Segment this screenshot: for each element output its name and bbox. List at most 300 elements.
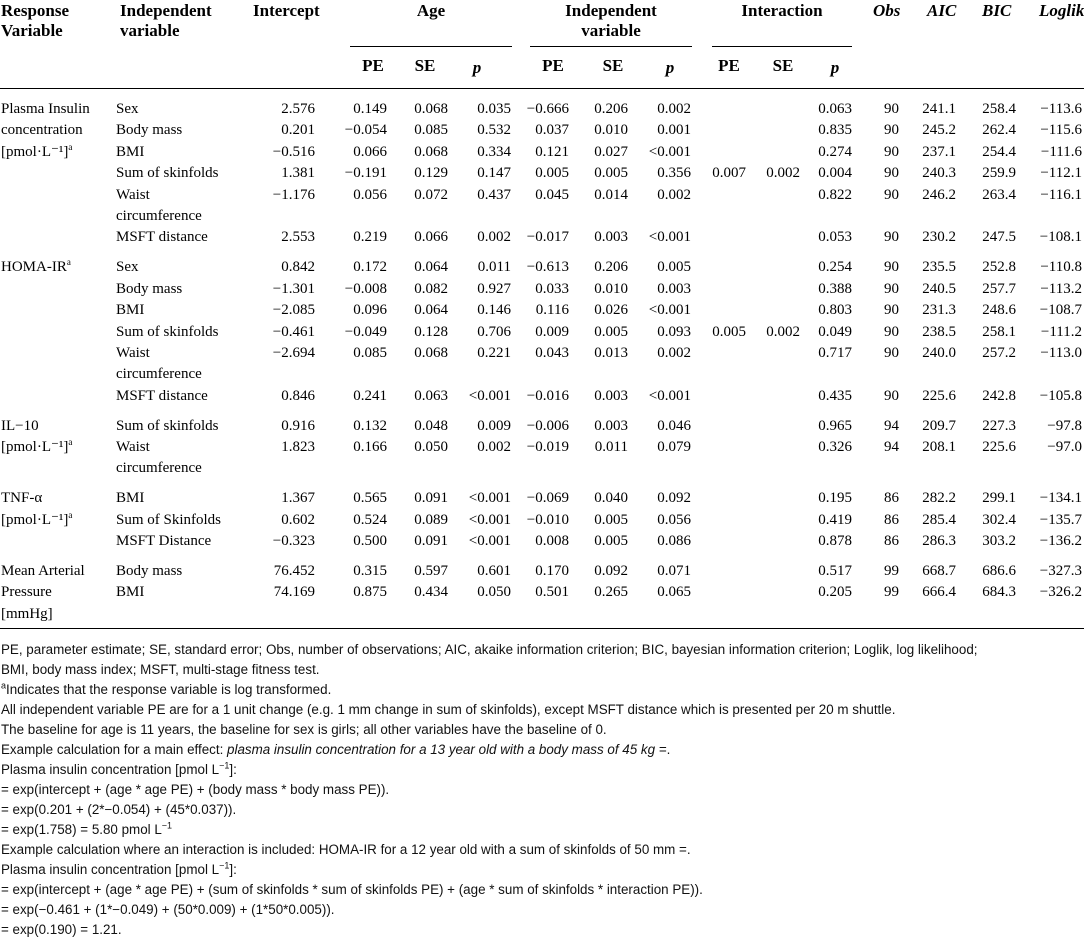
- cell-obs: 94: [884, 439, 899, 455]
- subheader-int-pe: PE: [718, 56, 740, 75]
- cell-bic: 257.7: [982, 280, 1016, 297]
- cell-age-p: 0.706: [477, 323, 511, 340]
- independent-variable-label: Body mass: [116, 122, 183, 139]
- cell-ind-se: 0.005: [594, 165, 628, 182]
- cell-int-p: 0.274: [818, 143, 852, 160]
- cell-obs: 90: [884, 122, 899, 139]
- cell-bic: 686.6: [982, 563, 1016, 579]
- cell-ind-p: 0.092: [657, 490, 691, 507]
- cell-ind-p: <0.001: [648, 302, 691, 319]
- independent-variable-label: circumference: [116, 460, 202, 477]
- cell-bic: 684.3: [982, 584, 1016, 601]
- cell-ind-p: 0.002: [657, 186, 691, 203]
- footnote-example-1-step: = exp(intercept + (age * age PE) + (body mass * body mass PE)).: [1, 782, 390, 797]
- cell-obs: 90: [884, 280, 899, 297]
- cell-age-p: 0.002: [477, 439, 511, 455]
- cell-aic: 240.3: [922, 165, 956, 182]
- cell-obs: 90: [884, 387, 899, 404]
- cell-int-p: 0.835: [818, 122, 852, 139]
- cell-intercept: −0.461: [272, 323, 315, 340]
- independent-variable-label: Waist: [116, 186, 150, 203]
- cell-ind-pe: −0.069: [526, 490, 569, 507]
- response-variable-label: IL−10: [1, 417, 39, 434]
- cell-int-p: 0.419: [818, 511, 852, 528]
- cell-ind-se: 0.027: [594, 143, 628, 160]
- cell-obs: 90: [884, 302, 899, 319]
- cell-ind-pe: 0.043: [535, 344, 569, 361]
- cell-age-p: 0.532: [477, 122, 511, 139]
- cell-loglik: −110.8: [1040, 259, 1082, 276]
- cell-bic: 259.9: [982, 165, 1016, 182]
- cell-age-pe: 0.565: [353, 490, 387, 507]
- cell-loglik: −116.1: [1040, 186, 1082, 203]
- subheader-age-pe: PE: [362, 56, 384, 75]
- header-independent-line: variable: [120, 21, 180, 40]
- cell-age-se: 0.066: [414, 229, 448, 246]
- header-intercept: Intercept: [253, 1, 320, 20]
- cell-aic: 238.5: [922, 323, 956, 340]
- footnote-example-1: Example calculation for a main effect: plasma insulin concentration for a 13 year old with a body mass of 45 kg =.: [1, 742, 671, 757]
- cell-aic: 209.7: [922, 417, 956, 434]
- cell-ind-p: 0.079: [657, 439, 691, 455]
- cell-ind-p: 0.002: [657, 101, 691, 117]
- cell-intercept: −2.694: [272, 344, 315, 361]
- cell-ind-p: <0.001: [648, 387, 691, 404]
- cell-ind-p: 0.065: [657, 584, 691, 601]
- cell-obs: 90: [884, 344, 899, 361]
- cell-bic: 252.8: [982, 259, 1016, 276]
- cell-age-pe: 0.066: [353, 143, 387, 160]
- cell-age-p: 0.002: [477, 229, 511, 246]
- independent-variable-label: Waist: [116, 344, 150, 361]
- cell-obs: 90: [884, 323, 899, 340]
- cell-int-p: 0.822: [818, 186, 852, 203]
- cell-loglik: −108.7: [1039, 302, 1082, 319]
- cell-loglik: −97.0: [1047, 439, 1082, 455]
- cell-bic: 302.4: [982, 511, 1016, 528]
- table-footnotes: [1, 640, 1084, 940]
- independent-variable-label: Body mass: [116, 563, 183, 579]
- cell-loglik: −97.8: [1047, 417, 1082, 434]
- cell-loglik: −136.2: [1039, 533, 1082, 550]
- subheader-int-p: p: [830, 58, 840, 77]
- cell-age-se: 0.048: [414, 417, 448, 434]
- cell-aic: 668.7: [922, 563, 956, 579]
- subheader-age-p: p: [472, 58, 482, 77]
- cell-age-pe: 0.172: [353, 259, 387, 276]
- cell-intercept: −0.516: [272, 143, 315, 160]
- cell-bic: 258.4: [982, 101, 1016, 117]
- cell-age-pe: −0.008: [344, 280, 387, 297]
- indep-group-rule: [530, 46, 692, 47]
- cell-age-se: 0.597: [414, 563, 448, 579]
- header-aic: AIC: [927, 1, 957, 20]
- footnote-example-2-step: = exp(−0.461 + (1*−0.049) + (50*0.009) + (1*50*0.005)).: [1, 902, 335, 917]
- cell-intercept: −0.323: [272, 533, 315, 550]
- cell-loglik: −115.6: [1040, 122, 1082, 139]
- response-variable-label: [pmol·L⁻¹]$^a$: [1, 141, 73, 160]
- cell-age-pe: 0.056: [353, 186, 387, 203]
- footnote-example-1-label: Plasma insulin concentration [pmol $L^{-1}$]:: [1, 760, 237, 777]
- cell-int-p: 0.717: [818, 344, 852, 361]
- cell-age-pe: 0.315: [353, 563, 387, 579]
- cell-loglik: −108.1: [1039, 229, 1082, 246]
- response-variable-label: concentration: [1, 122, 83, 139]
- cell-age-pe: 0.096: [353, 302, 387, 319]
- cell-loglik: −113.0: [1040, 344, 1082, 361]
- cell-int-pe: 0.007: [712, 165, 746, 182]
- cell-ind-se: 0.026: [594, 302, 628, 319]
- cell-ind-p: 0.086: [657, 533, 691, 550]
- cell-age-p: 0.601: [477, 563, 511, 579]
- cell-ind-pe: 0.009: [535, 323, 569, 340]
- cell-ind-se: 0.003: [594, 387, 628, 404]
- independent-variable-label: BMI: [116, 584, 145, 601]
- header-indep-group-line: variable: [581, 21, 641, 40]
- cell-ind-se: 0.011: [594, 439, 628, 455]
- header-bottom-rule: [0, 88, 1084, 89]
- cell-age-p: 0.009: [477, 417, 511, 434]
- cell-ind-se: 0.013: [594, 344, 628, 361]
- cell-intercept: 0.916: [281, 417, 315, 434]
- cell-age-pe: 0.219: [353, 229, 387, 246]
- cell-bic: 262.4: [982, 122, 1016, 139]
- cell-age-pe: 0.149: [353, 101, 387, 117]
- response-variable-label: [pmol·L⁻¹]$^a$: [1, 437, 73, 455]
- cell-loglik: −111.6: [1040, 143, 1082, 160]
- cell-age-se: 0.129: [414, 165, 448, 182]
- subheader-age-se: SE: [414, 56, 436, 75]
- cell-ind-se: 0.005: [594, 323, 628, 340]
- header-response-line: Response: [1, 1, 70, 20]
- footnote-abbrev-1: PE, parameter estimate; SE, standard error; Obs, number of observations; AIC, akaike information criterion; BIC, bayesian information criterion; Loglik, log likelihood;: [1, 642, 978, 657]
- subheader-int-se: SE: [772, 56, 794, 75]
- cell-age-p: 0.146: [477, 302, 511, 319]
- cell-age-se: 0.128: [414, 323, 448, 340]
- cell-intercept: 2.576: [281, 101, 315, 117]
- cell-ind-se: 0.040: [594, 490, 628, 507]
- independent-variable-label: Sum of skinfolds: [116, 165, 219, 182]
- independent-variable-label: MSFT distance: [116, 387, 208, 404]
- cell-bic: 257.2: [982, 344, 1016, 361]
- cell-ind-pe: 0.501: [535, 584, 569, 601]
- cell-bic: 227.3: [982, 417, 1016, 434]
- cell-ind-pe: 0.170: [535, 563, 569, 579]
- header-independent-line: Independent: [120, 1, 212, 20]
- cell-age-pe: 0.085: [353, 344, 387, 361]
- independent-variable-label: Sum of skinfolds: [116, 417, 219, 434]
- independent-variable-label: Sum of skinfolds: [116, 323, 219, 340]
- cell-aic: 241.1: [922, 101, 956, 117]
- cell-int-p: 0.435: [818, 387, 852, 404]
- header-bic: BIC: [982, 1, 1012, 20]
- cell-int-se: 0.002: [766, 165, 800, 182]
- cell-int-p: 0.517: [818, 563, 852, 579]
- cell-age-pe: −0.049: [344, 323, 387, 340]
- cell-age-p: 0.050: [477, 584, 511, 601]
- cell-loglik: −135.7: [1039, 511, 1082, 528]
- cell-ind-se: 0.014: [594, 186, 628, 203]
- cell-intercept: 0.201: [281, 122, 315, 139]
- cell-age-se: 0.068: [414, 344, 448, 361]
- cell-age-se: 0.091: [414, 533, 448, 550]
- cell-age-p: 0.927: [477, 280, 511, 297]
- cell-ind-pe: 0.005: [535, 165, 569, 182]
- response-variable-label: HOMA-$IR^a$: [1, 257, 71, 276]
- cell-int-pe: 0.005: [712, 323, 746, 340]
- cell-loglik: −327.3: [1039, 563, 1082, 579]
- cell-int-p: 0.254: [818, 259, 852, 276]
- cell-age-p: 0.334: [477, 143, 511, 160]
- subheader-ind-se: SE: [602, 56, 624, 75]
- cell-aic: 240.5: [922, 280, 956, 297]
- cell-ind-pe: −0.016: [526, 387, 569, 404]
- cell-aic: 235.5: [922, 259, 956, 276]
- cell-obs: 90: [884, 143, 899, 160]
- independent-variable-label: Waist: [116, 439, 150, 455]
- cell-age-se: 0.063: [414, 387, 448, 404]
- response-variable-label: Plasma Insulin: [1, 101, 90, 117]
- cell-ind-p: 0.002: [657, 344, 691, 361]
- cell-intercept: −1.176: [272, 186, 315, 203]
- cell-ind-se: 0.005: [594, 533, 628, 550]
- header-obs: Obs: [873, 1, 901, 20]
- cell-age-p: 0.147: [477, 165, 511, 182]
- response-variable-label: Mean Arterial: [1, 563, 85, 579]
- cell-aic: 285.4: [922, 511, 956, 528]
- cell-ind-pe: 0.008: [535, 533, 569, 550]
- cell-intercept: 1.381: [281, 165, 315, 182]
- cell-intercept: 1.823: [281, 439, 315, 455]
- independent-variable-label: circumference: [116, 208, 202, 224]
- cell-ind-pe: −0.613: [526, 259, 569, 276]
- cell-age-se: 0.068: [414, 101, 448, 117]
- footnote-log: $^a$Indicates that the response variable is log transformed.: [1, 680, 332, 697]
- footnote-example-2-result: = exp(0.190) = 1.21.: [1, 922, 122, 937]
- cell-bic: 248.6: [982, 302, 1016, 319]
- cell-ind-p: 0.046: [657, 417, 691, 434]
- cell-age-pe: 0.132: [353, 417, 387, 434]
- cell-age-p: 0.221: [477, 344, 511, 361]
- independent-variable-label: BMI: [116, 302, 145, 319]
- cell-int-p: 0.049: [818, 323, 852, 340]
- cell-age-se: 0.064: [414, 259, 448, 276]
- cell-age-pe: 0.524: [353, 511, 387, 528]
- cell-age-se: 0.072: [414, 186, 448, 203]
- cell-ind-se: 0.003: [594, 229, 628, 246]
- cell-loglik: −113.6: [1040, 101, 1082, 117]
- independent-variable-label: Sum of Skinfolds: [116, 511, 222, 528]
- cell-age-se: 0.089: [414, 511, 448, 528]
- cell-intercept: −2.085: [272, 302, 315, 319]
- cell-int-p: 0.205: [818, 584, 852, 601]
- cell-age-p: 0.035: [477, 101, 511, 117]
- cell-obs: 86: [884, 490, 899, 507]
- response-variable-label: Pressure: [1, 584, 52, 601]
- cell-ind-p: 0.001: [657, 122, 691, 139]
- cell-aic: 246.2: [922, 186, 956, 203]
- cell-bic: 225.6: [982, 439, 1016, 455]
- cell-aic: 208.1: [922, 439, 956, 455]
- cell-ind-p: 0.003: [657, 280, 691, 297]
- cell-obs: 90: [884, 165, 899, 182]
- cell-obs: 90: [884, 186, 899, 203]
- cell-ind-pe: 0.045: [535, 186, 569, 203]
- independent-variable-label: MSFT distance: [116, 229, 208, 246]
- cell-ind-pe: 0.116: [535, 302, 569, 319]
- cell-aic: 245.2: [922, 122, 956, 139]
- cell-intercept: 0.602: [281, 511, 315, 528]
- cell-ind-pe: 0.037: [535, 122, 569, 139]
- cell-age-pe: 0.241: [353, 387, 387, 404]
- table-bottom-rule: [0, 628, 1084, 629]
- cell-ind-se: 0.005: [594, 511, 628, 528]
- cell-age-p: 0.011: [477, 259, 511, 276]
- footnote-baseline: The baseline for age is 11 years, the baseline for sex is girls; all other variables have the baseline of 0.: [1, 722, 607, 737]
- cell-ind-se: 0.010: [594, 122, 628, 139]
- header-interaction: Interaction: [741, 1, 823, 20]
- cell-ind-p: 0.005: [657, 259, 691, 276]
- cell-loglik: −111.2: [1040, 323, 1082, 340]
- footnote-example-1-step: = exp(0.201 + (2*−0.054) + (45*0.037)).: [1, 802, 237, 817]
- footnote-example-2: Example calculation where an interaction is included: HOMA-IR for a 12 year old with a sum of skinfolds of 50 mm =.: [1, 842, 691, 857]
- cell-aic: 237.1: [922, 143, 956, 160]
- cell-age-p: <0.001: [468, 490, 511, 507]
- cell-int-p: 0.388: [818, 280, 852, 297]
- cell-age-pe: 0.166: [353, 439, 387, 455]
- interaction-group-rule: [712, 46, 852, 47]
- cell-ind-p: 0.356: [657, 165, 691, 182]
- footnote-example-2-label: Plasma insulin concentration [pmol $L^{-1}$]:: [1, 860, 237, 877]
- cell-age-p: <0.001: [468, 511, 511, 528]
- cell-age-se: 0.091: [414, 490, 448, 507]
- cell-aic: 282.2: [922, 490, 956, 507]
- cell-bic: 263.4: [982, 186, 1016, 203]
- cell-bic: 299.1: [982, 490, 1016, 507]
- cell-obs: 99: [884, 563, 899, 579]
- cell-aic: 286.3: [922, 533, 956, 550]
- cell-ind-p: 0.071: [657, 563, 691, 579]
- cell-ind-se: 0.092: [594, 563, 628, 579]
- independent-variable-label: Sex: [116, 101, 139, 117]
- cell-age-pe: −0.054: [344, 122, 387, 139]
- response-variable-label: [pmol·L⁻¹]$^a$: [1, 509, 73, 528]
- independent-variable-label: Sex: [116, 259, 139, 276]
- cell-age-pe: 0.500: [353, 533, 387, 550]
- cell-intercept: 76.452: [273, 563, 315, 579]
- independent-variable-label: BMI: [116, 143, 145, 160]
- cell-loglik: −326.2: [1039, 584, 1082, 601]
- cell-aic: 225.6: [922, 387, 956, 404]
- cell-intercept: −1.301: [272, 280, 315, 297]
- cell-intercept: 74.169: [273, 584, 315, 601]
- footnote-pe-unit: All independent variable PE are for a 1 unit change (e.g. 1 mm change in sum of skinfolds), except MSFT distance which is presented per 20 m shuttle.: [1, 702, 896, 717]
- cell-ind-pe: 0.121: [535, 143, 569, 160]
- cell-bic: 258.1: [982, 323, 1016, 340]
- cell-bic: 303.2: [982, 533, 1016, 550]
- independent-variable-label: circumference: [116, 366, 202, 383]
- cell-aic: 240.0: [922, 344, 956, 361]
- cell-aic: 231.3: [922, 302, 956, 319]
- cell-ind-p: 0.093: [657, 323, 691, 340]
- cell-age-se: 0.068: [414, 143, 448, 160]
- header-response-line: Variable: [1, 21, 63, 40]
- cell-ind-se: 0.206: [594, 259, 628, 276]
- cell-loglik: −113.2: [1040, 280, 1082, 297]
- cell-intercept: 2.553: [281, 229, 315, 246]
- cell-age-p: <0.001: [468, 387, 511, 404]
- header-indep-group-line: Independent: [565, 1, 657, 20]
- cell-intercept: 1.367: [281, 490, 315, 507]
- cell-age-p: <0.001: [468, 533, 511, 550]
- cell-ind-pe: 0.033: [535, 280, 569, 297]
- cell-bic: 254.4: [982, 143, 1016, 160]
- independent-variable-label: BMI: [116, 490, 145, 507]
- cell-int-p: 0.326: [818, 439, 852, 455]
- response-variable-label: [mmHg]: [1, 605, 53, 622]
- cell-age-se: 0.064: [414, 302, 448, 319]
- cell-age-se: 0.082: [414, 280, 448, 297]
- subheader-ind-p: p: [665, 58, 675, 77]
- footnote-abbrev-2: BMI, body mass index; MSFT, multi-stage fitness test.: [1, 662, 320, 677]
- header-loglik: Loglik: [1039, 1, 1084, 20]
- independent-variable-label: MSFT Distance: [116, 533, 212, 550]
- cell-obs: 90: [884, 259, 899, 276]
- cell-ind-p: <0.001: [648, 229, 691, 246]
- cell-int-p: 0.063: [818, 101, 852, 117]
- cell-ind-se: 0.206: [594, 101, 628, 117]
- cell-obs: 94: [884, 417, 899, 434]
- cell-ind-pe: −0.666: [526, 101, 569, 117]
- cell-obs: 86: [884, 511, 899, 528]
- cell-loglik: −134.1: [1039, 490, 1082, 507]
- cell-obs: 86: [884, 533, 899, 550]
- cell-aic: 666.4: [922, 584, 956, 601]
- cell-ind-se: 0.010: [594, 280, 628, 297]
- cell-ind-se: 0.265: [594, 584, 628, 601]
- cell-age-p: 0.437: [477, 186, 511, 203]
- response-variable-label: TNF-α: [1, 490, 43, 507]
- cell-bic: 247.5: [982, 229, 1016, 246]
- cell-age-pe: −0.191: [344, 165, 387, 182]
- footnote-example-2-step: = exp(intercept + (age * age PE) + (sum of skinfolds * sum of skinfolds PE) + (age * sum of skinfolds * interaction PE)).: [1, 882, 703, 897]
- cell-ind-pe: −0.019: [526, 439, 569, 455]
- cell-loglik: −112.1: [1040, 165, 1082, 182]
- cell-age-se: 0.085: [414, 122, 448, 139]
- header-age: Age: [416, 1, 446, 20]
- cell-age-se: 0.434: [414, 584, 448, 601]
- cell-aic: 230.2: [922, 229, 956, 246]
- cell-bic: 242.8: [982, 387, 1016, 404]
- independent-variable-label: Body mass: [116, 280, 183, 297]
- cell-obs: 99: [884, 584, 899, 601]
- cell-obs: 90: [884, 229, 899, 246]
- cell-int-p: 0.803: [818, 302, 852, 319]
- age-group-rule: [350, 46, 512, 47]
- footnote-example-1-result: = exp(1.758) = 5.80 pmol $L^{-1}$: [1, 820, 173, 837]
- cell-age-se: 0.050: [414, 439, 448, 455]
- cell-intercept: 0.842: [281, 259, 315, 276]
- cell-int-p: 0.965: [818, 417, 852, 434]
- cell-ind-pe: −0.010: [526, 511, 569, 528]
- cell-ind-se: 0.003: [594, 417, 628, 434]
- cell-ind-p: 0.056: [657, 511, 691, 528]
- cell-int-se: 0.002: [766, 323, 800, 340]
- cell-intercept: 0.846: [281, 387, 315, 404]
- cell-ind-pe: −0.017: [526, 229, 569, 246]
- cell-int-p: 0.878: [818, 533, 852, 550]
- cell-ind-pe: −0.006: [526, 417, 569, 434]
